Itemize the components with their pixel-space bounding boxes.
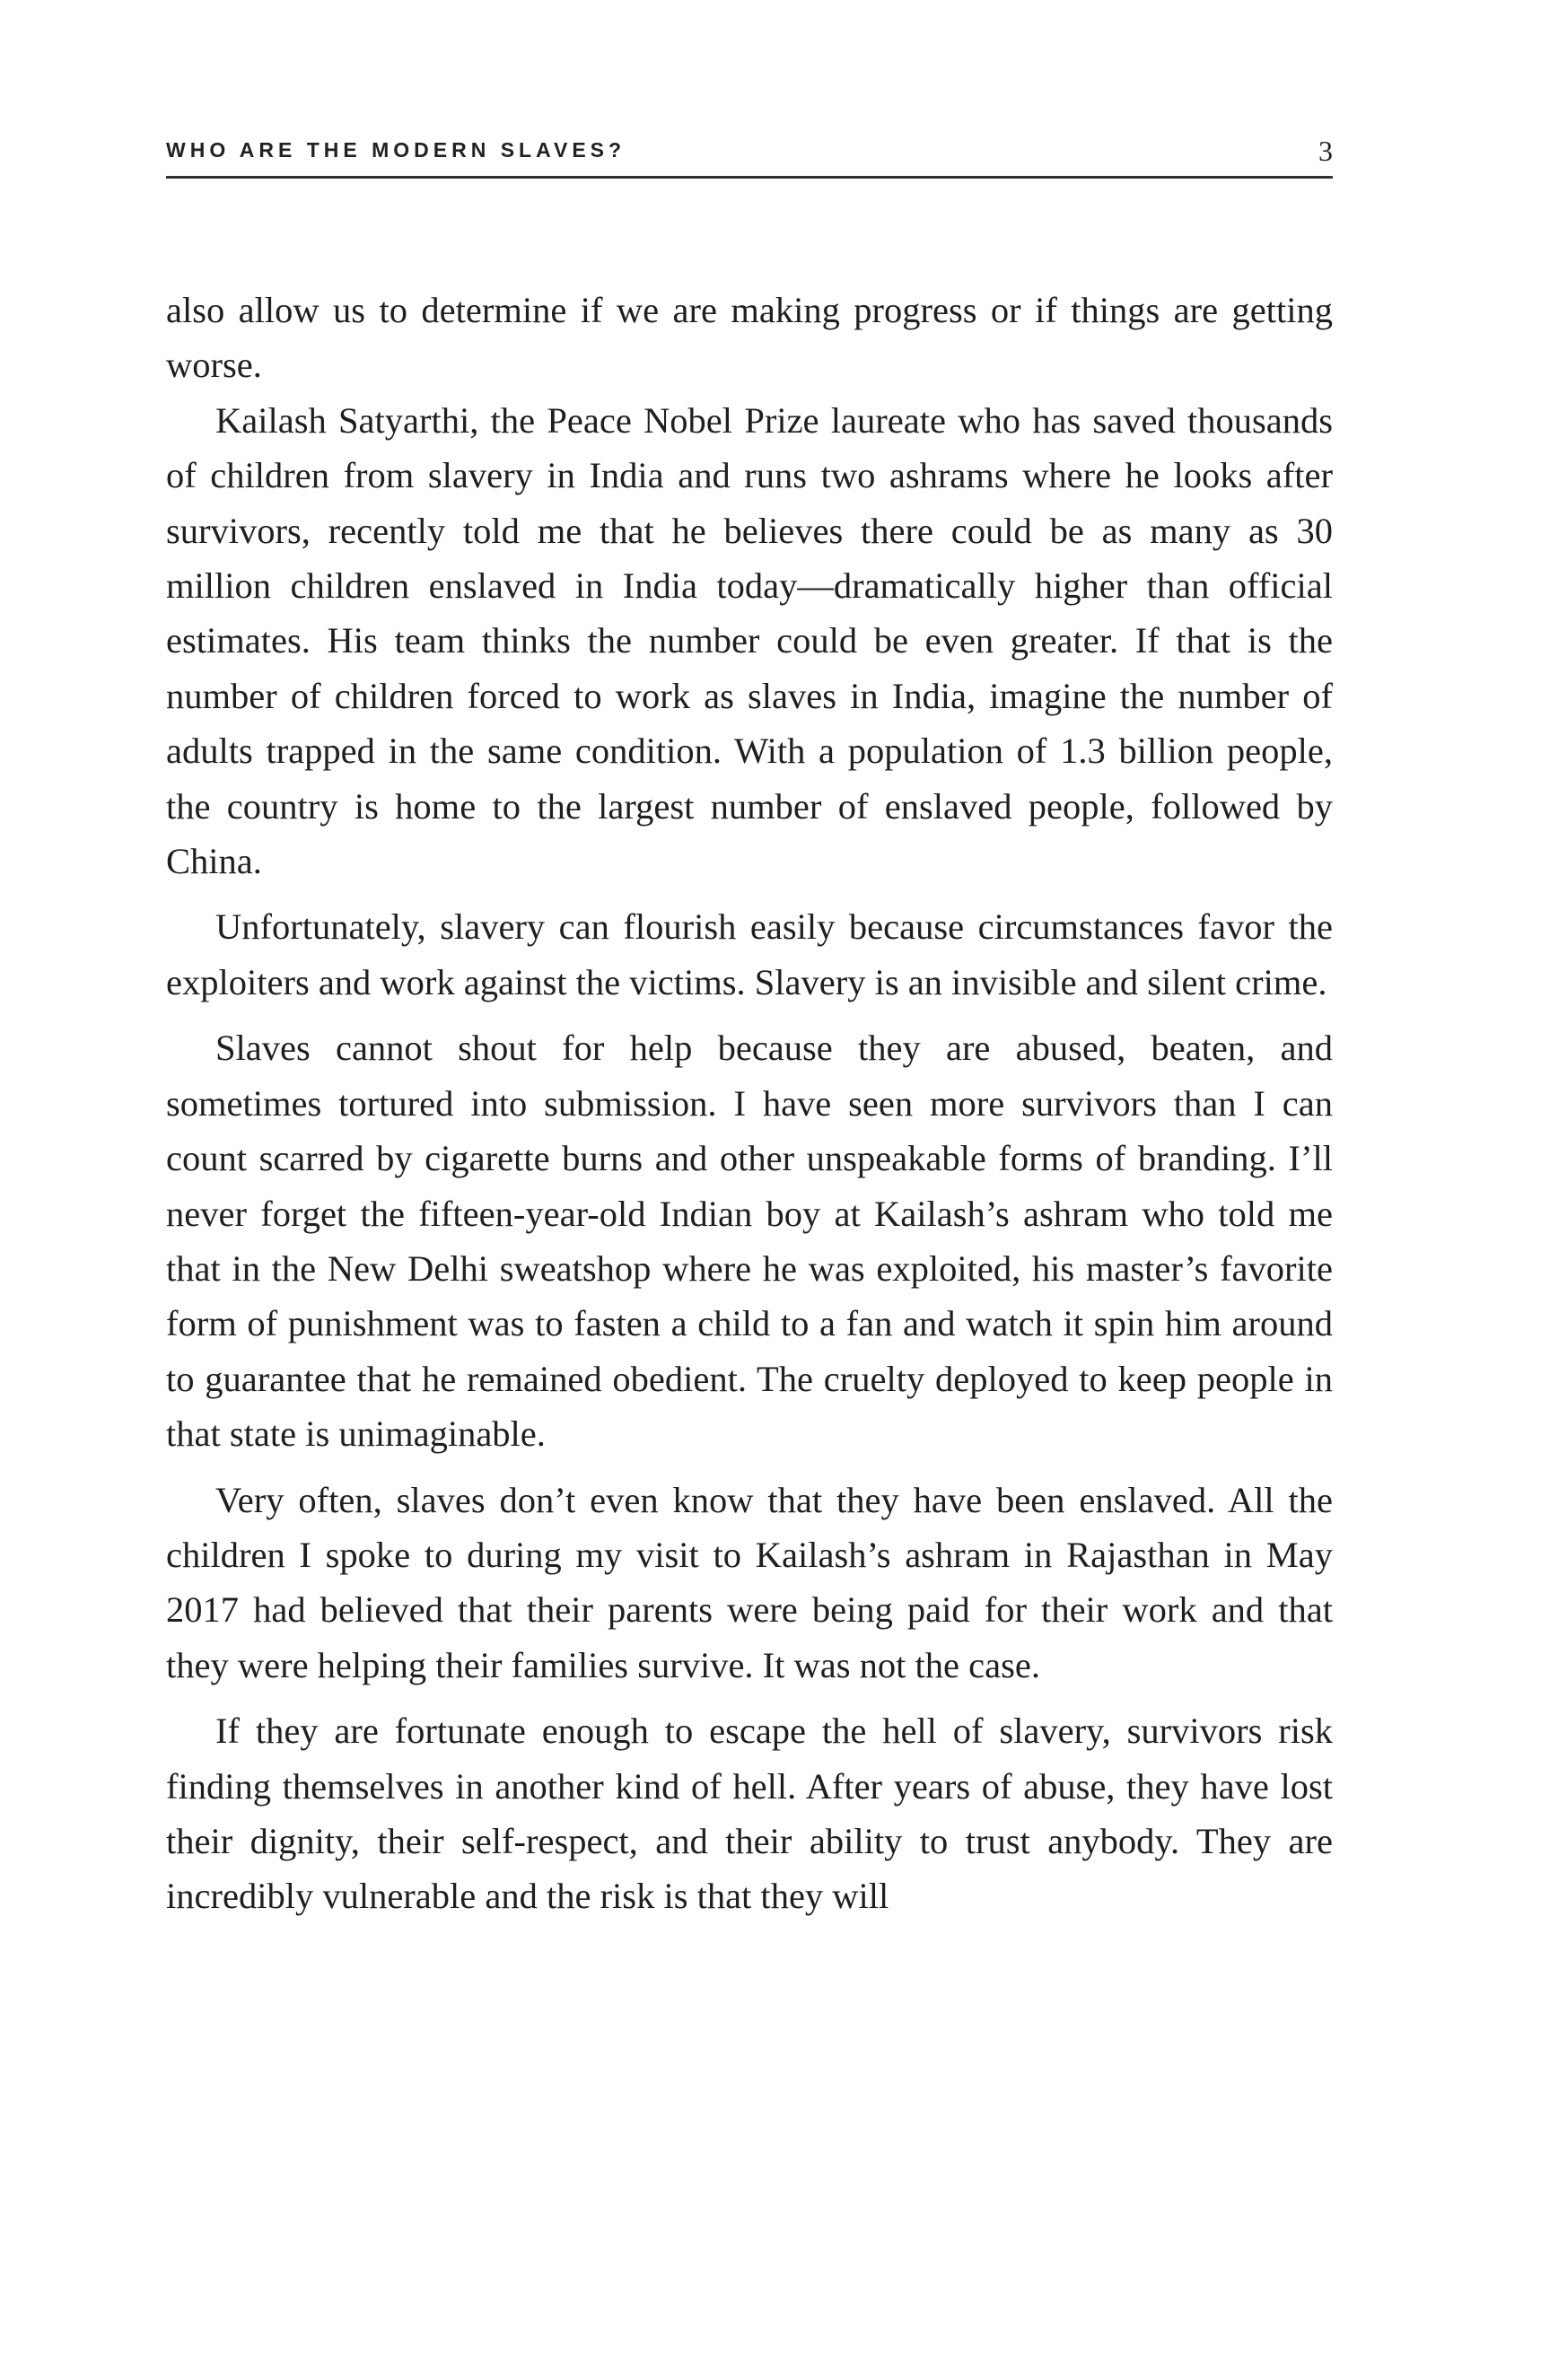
paragraph: Very often, slaves don’t even know that they have been enslaved. All the children I spoke to during my visit to Kailash’s ashram in Rajasthan in May 2017 had believed that their parents were being paid for their work and that they were helping their families survive. It was not the case. bbox=[166, 1479, 1333, 1685]
body-text bbox=[166, 283, 1333, 1924]
paragraph: Slaves cannot shout for help because they are abused, beaten, and sometimes tortured into submission. I have seen more survivors than I can count scarred by cigarette burns and other unspeakable forms of branding. I’ll never forget the fifteen-year-old Indian boy at Kailash’s ashram who told me that in the New Delhi sweatshop where he was exploited, his master’s favorite form of punishment was to fasten a child to a fan and watch it spin him around to guarantee that he remained obedient. The cruelty deployed to keep people in that state is unimaginable. bbox=[166, 1028, 1333, 1455]
paragraph-continuation: also allow us to determine if we are making progress or if things are getting worse. bbox=[166, 290, 1333, 386]
paragraph: If they are fortunate enough to escape the hell of slavery, survivors risk finding themselves in another kind of hell. After years of abuse, they have lost their dignity, their self-respect, and their ability to trust anybody. They are incredibly vulnerable and the risk is that they will bbox=[166, 1711, 1333, 1917]
running-header bbox=[166, 135, 1333, 179]
page-number: 3 bbox=[1318, 135, 1333, 167]
running-title: WHO ARE THE MODERN SLAVES? bbox=[166, 138, 626, 162]
paragraph: Unfortunately, slavery can flourish easily because circumstances favor the exploiters and work against the victims. Slavery is an invisible and silent crime. bbox=[166, 906, 1333, 1002]
paragraph: Kailash Satyarthi, the Peace Nobel Prize laureate who has saved thousands of children from slavery in India and runs two ashrams where he looks after survivors, recently told me that he believes there could be as many as 30 million children enslaved in India today—dramatically higher than official estimates. His team thinks the number could be even greater. If that is the number of children forced to work as slaves in India, imagine the number of adults trapped in the same condition. With a population of 1.3 billion people, the country is home to the largest number of enslaved people, followed by China. bbox=[166, 399, 1333, 882]
